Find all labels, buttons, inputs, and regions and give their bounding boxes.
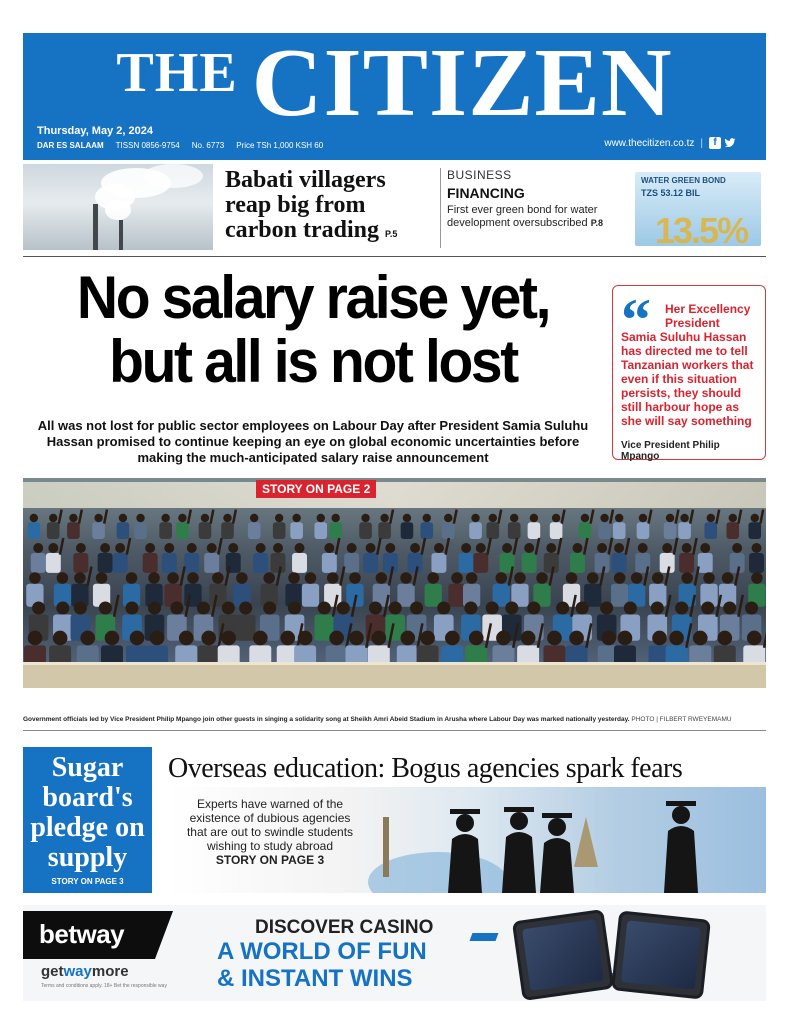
quote-attribution: Vice President Philip Mpango xyxy=(621,440,720,462)
teaser-divider xyxy=(440,168,441,248)
city: DAR ES SALAAM xyxy=(37,141,104,150)
main-headline xyxy=(38,266,589,394)
betway-advertisement[interactable] xyxy=(23,905,766,1001)
education-body: Experts have warned of the existence of dubious agencies that are out to swindle students wishing to study abroad xyxy=(186,797,354,853)
section-label: BUSINESS xyxy=(447,168,512,182)
twitter-icon[interactable] xyxy=(724,137,736,149)
photo-caption xyxy=(23,716,766,723)
sugar-page-ref: STORY ON PAGE 3 xyxy=(51,877,124,886)
title-citizen: CITIZEN xyxy=(251,29,673,137)
phone-mockup xyxy=(512,909,614,1001)
caption-text: Government officials led by Vice President Philip Mpango join other guests in singing a solidarity song at Sheikh Amri Abeid Stadium in Arusha where Labour Day was marked nationally yesterday. xyxy=(23,716,630,723)
caption-rule xyxy=(23,730,766,731)
education-headline[interactable]: Overseas education: Bogus agencies spark fears xyxy=(168,753,683,784)
education-panel xyxy=(168,787,766,893)
masthead xyxy=(23,29,766,160)
education-page-ref: STORY ON PAGE 3 xyxy=(215,853,325,867)
teaser-headline-text: Babati villagers reap big from carbon trading xyxy=(225,167,386,243)
quote-body: Samia Suluhu Hassan has directed me to tell Tanzanian workers that even if this situation persists, they should still harbour hope as she will say something xyxy=(621,330,754,428)
ad-stripe xyxy=(470,933,499,941)
masthead-links: www.thecitizen.co.tz | f xyxy=(604,137,736,149)
crowd-illustration xyxy=(23,478,766,688)
sugar-board-story[interactable] xyxy=(23,747,152,893)
website-link[interactable]: www.thecitizen.co.tz xyxy=(604,137,695,149)
headline-line-2: but all is not lost xyxy=(109,328,517,395)
issue-date: Thursday, May 2, 2024 xyxy=(37,125,153,137)
title-the: THE xyxy=(116,42,238,104)
pull-quote xyxy=(612,285,766,460)
section-rule xyxy=(23,256,766,257)
teaser-carbon-trading[interactable] xyxy=(23,164,435,250)
teaser-kicker: FINANCING xyxy=(447,185,525,201)
bond-amount: TZS 53.12 BIL xyxy=(641,188,701,198)
photo-credit: PHOTO | FILBERT RWEYEMAMU xyxy=(631,716,732,723)
teaser-page-ref: P.5 xyxy=(385,229,398,239)
teaser-headline xyxy=(225,168,435,247)
teaser-page-ref: P.8 xyxy=(590,218,604,228)
ad-slogan-c: more xyxy=(91,963,129,980)
sugar-headline: Sugar board's pledge on supply xyxy=(30,752,145,873)
green-bond-graphic xyxy=(635,172,761,246)
ad-line-3: & INSTANT WINS xyxy=(217,965,413,992)
ad-disclaimer: Terms and conditions apply. 18+ Bet the responsible way xyxy=(41,983,167,989)
teaser-text xyxy=(447,204,627,230)
ad-line-1: DISCOVER CASINO xyxy=(255,917,434,938)
factory-smoke-image xyxy=(23,164,213,250)
headline-line-1: No salary raise yet, xyxy=(76,264,550,331)
betway-logo: betway xyxy=(39,919,125,949)
ad-slogan-b: way xyxy=(63,963,92,980)
issue-meta xyxy=(37,141,323,150)
ad-line-2: A WORLD OF FUN xyxy=(217,938,427,965)
issue-number: No. 6773 xyxy=(191,141,225,150)
phone-mockup xyxy=(611,910,711,999)
main-standfirst: All was not lost for public sector employees on Labour Day after President Samia Suluhu Hassan promised to continue keeping an eye on global economic uncertainties before making the much-anticipated salary raise announcement xyxy=(37,418,589,465)
quote-lead: Her Excellency President xyxy=(665,302,751,330)
newspaper-title xyxy=(23,29,766,137)
ad-slogan-a: get xyxy=(41,963,64,980)
bond-graphic-digits: 13.5% xyxy=(655,210,748,246)
story-on-page-2-tag[interactable]: STORY ON PAGE 2 xyxy=(256,480,376,498)
bond-title: WATER GREEN BOND xyxy=(641,176,726,185)
price: Price TSh 1,000 KSH 60 xyxy=(236,141,324,150)
teaser-text-body: First ever green bond for water development oversubscribed xyxy=(447,204,598,229)
graduates-illustration xyxy=(168,787,766,893)
issn: TISSN 0856-9754 xyxy=(115,141,180,150)
teaser-green-bond[interactable] xyxy=(447,168,766,250)
quote-icon: “ xyxy=(621,287,651,353)
ad-slogan xyxy=(41,963,129,980)
stadium-railing xyxy=(23,662,766,688)
labour-day-photo xyxy=(23,478,766,688)
facebook-icon[interactable]: f xyxy=(709,137,721,149)
